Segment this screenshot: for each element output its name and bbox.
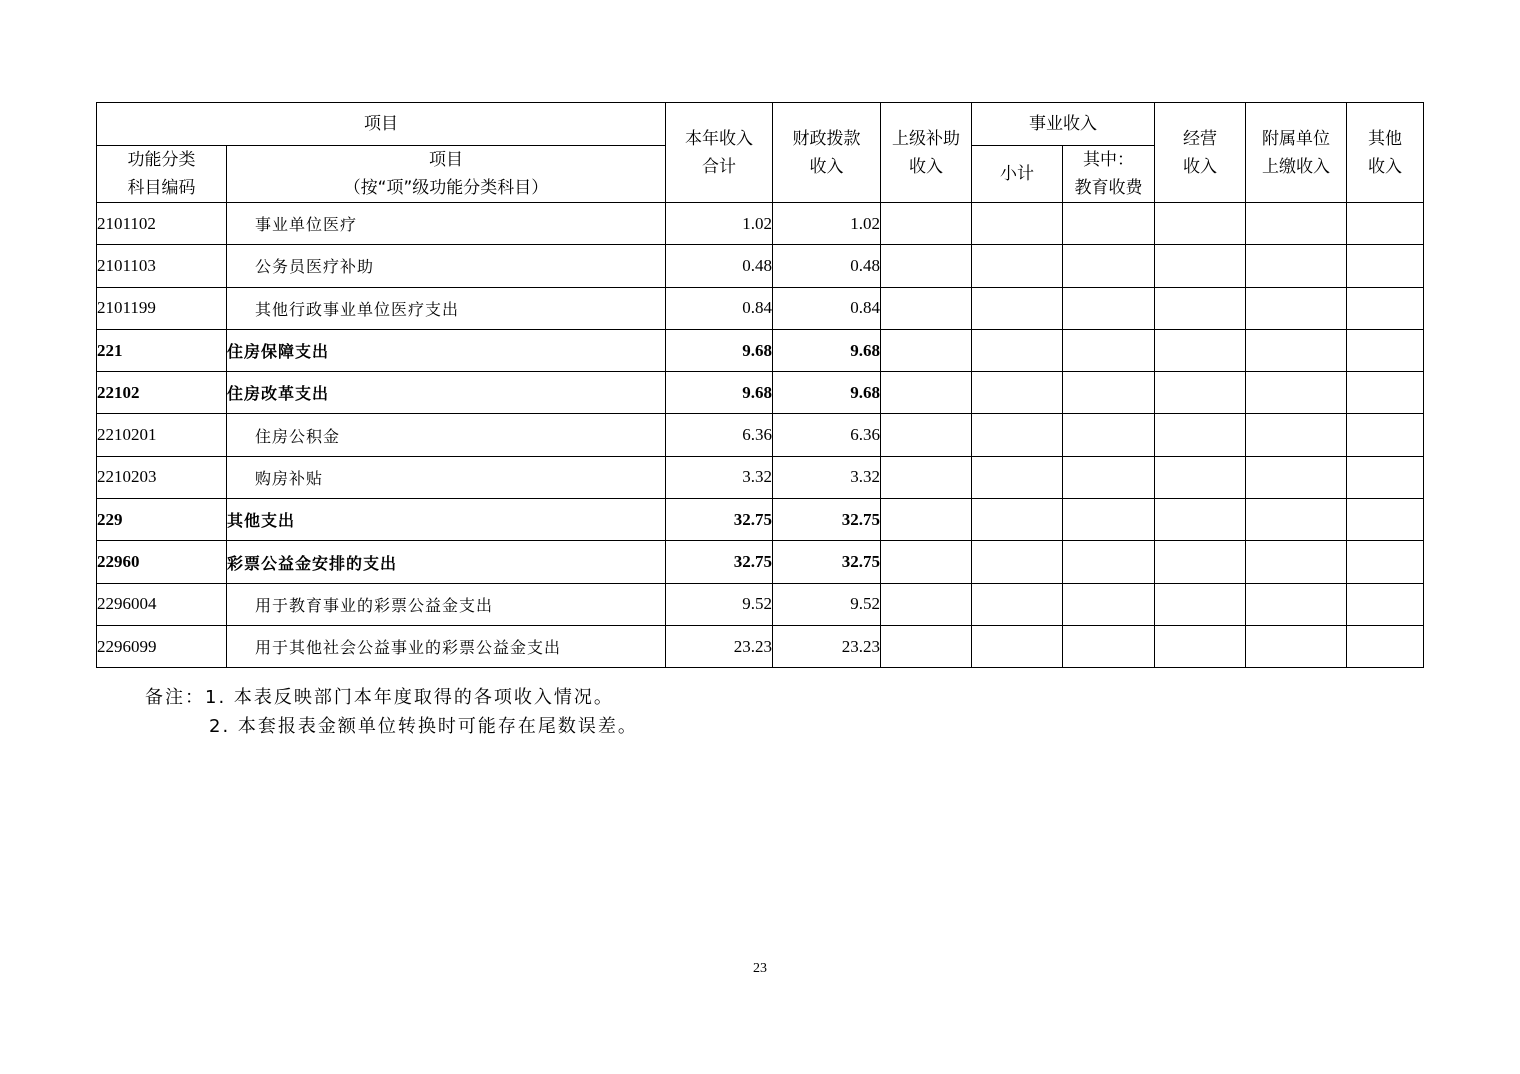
row-fiscal: 0.48 [773,245,881,287]
empty-cell [1063,245,1155,287]
header-subtotal: 小计 [972,146,1063,203]
row-code: 2210201 [97,414,227,456]
row-name: 其他支出 [227,499,666,541]
empty-cell [972,414,1063,456]
table-row [97,625,1424,667]
row-fiscal: 32.75 [773,499,881,541]
row-fiscal: 1.02 [773,203,881,245]
row-total: 9.68 [666,372,773,414]
header-superior: 上级补助 收入 [881,103,972,203]
row-name: 住房保障支出 [227,329,666,371]
row-name: 购房补贴 [227,456,666,498]
row-total: 32.75 [666,499,773,541]
empty-cell [1246,414,1347,456]
empty-cell [972,456,1063,498]
empty-cell [1246,499,1347,541]
empty-cell [1347,625,1424,667]
empty-cell [1155,414,1246,456]
row-code: 22102 [97,372,227,414]
page-number: 23 [753,961,767,976]
notes [145,683,638,741]
row-code: 2101103 [97,245,227,287]
empty-cell [972,203,1063,245]
table-row [97,456,1424,498]
table-row [97,203,1424,245]
empty-cell [1063,414,1155,456]
row-fiscal: 0.84 [773,287,881,329]
table-row [97,245,1424,287]
empty-cell [1347,583,1424,625]
empty-cell [1347,329,1424,371]
empty-cell [1347,456,1424,498]
row-total: 0.84 [666,287,773,329]
row-code: 2101102 [97,203,227,245]
row-total: 3.32 [666,456,773,498]
table-row [97,329,1424,371]
empty-cell [881,329,972,371]
header-fiscal: 财政拨款 收入 [773,103,881,203]
empty-cell [1155,499,1246,541]
row-fiscal: 3.32 [773,456,881,498]
row-total: 32.75 [666,541,773,583]
revenue-table [96,102,1424,668]
empty-cell [1063,203,1155,245]
header-total: 本年收入 合计 [666,103,773,203]
row-fiscal: 9.68 [773,372,881,414]
empty-cell [1155,329,1246,371]
empty-cell [1063,372,1155,414]
header-business: 事业收入 [972,103,1155,146]
empty-cell [881,456,972,498]
row-fiscal: 6.36 [773,414,881,456]
header-affiliated: 附属单位 上缴收入 [1246,103,1347,203]
row-total: 23.23 [666,625,773,667]
empty-cell [1347,499,1424,541]
empty-cell [881,499,972,541]
empty-cell [1155,625,1246,667]
empty-cell [1155,203,1246,245]
empty-cell [1063,499,1155,541]
header-item: 项目 [97,103,666,146]
row-code: 221 [97,329,227,371]
empty-cell [1155,287,1246,329]
empty-cell [1246,541,1347,583]
empty-cell [1246,329,1347,371]
row-code: 2296099 [97,625,227,667]
empty-cell [1155,541,1246,583]
empty-cell [972,541,1063,583]
header-other: 其他 收入 [1347,103,1424,203]
empty-cell [972,287,1063,329]
row-fiscal: 9.52 [773,583,881,625]
empty-cell [1155,245,1246,287]
row-total: 6.36 [666,414,773,456]
empty-cell [972,625,1063,667]
empty-cell [1246,203,1347,245]
empty-cell [881,625,972,667]
row-fiscal: 23.23 [773,625,881,667]
empty-cell [1063,541,1155,583]
header-func-code: 功能分类 科目编码 [97,146,227,203]
empty-cell [1246,372,1347,414]
empty-cell [1155,372,1246,414]
empty-cell [1347,245,1424,287]
header-item-name: 项目 （按“项”级功能分类科目） [227,146,666,203]
row-name: 其他行政事业单位医疗支出 [227,287,666,329]
row-name: 事业单位医疗 [227,203,666,245]
row-name: 住房改革支出 [227,372,666,414]
empty-cell [972,583,1063,625]
empty-cell [972,245,1063,287]
row-code: 2101199 [97,287,227,329]
row-name: 彩票公益金安排的支出 [227,541,666,583]
empty-cell [1063,625,1155,667]
table-row [97,499,1424,541]
row-code: 2210203 [97,456,227,498]
empty-cell [881,414,972,456]
empty-cell [881,372,972,414]
empty-cell [972,329,1063,371]
row-name: 住房公积金 [227,414,666,456]
table-row [97,583,1424,625]
header-edu-fee: 其中： 教育收费 [1063,146,1155,203]
row-total: 9.68 [666,329,773,371]
empty-cell [881,245,972,287]
row-code: 22960 [97,541,227,583]
empty-cell [1246,287,1347,329]
empty-cell [1246,456,1347,498]
empty-cell [1347,414,1424,456]
empty-cell [1347,203,1424,245]
empty-cell [1246,245,1347,287]
empty-cell [972,372,1063,414]
empty-cell [1063,583,1155,625]
row-total: 0.48 [666,245,773,287]
empty-cell [1155,583,1246,625]
table-row [97,372,1424,414]
empty-cell [1063,287,1155,329]
note-line-1: 备注：1. 本表反映部门本年度取得的各项收入情况。 [145,687,614,708]
empty-cell [881,203,972,245]
empty-cell [1155,456,1246,498]
empty-cell [881,583,972,625]
row-code: 229 [97,499,227,541]
empty-cell [1246,625,1347,667]
empty-cell [881,287,972,329]
empty-cell [1347,287,1424,329]
note-line-2: 2. 本套报表金额单位转换时可能存在尾数误差。 [209,716,638,737]
table-row [97,287,1424,329]
row-code: 2296004 [97,583,227,625]
row-fiscal: 32.75 [773,541,881,583]
row-total: 1.02 [666,203,773,245]
empty-cell [881,541,972,583]
table-row [97,541,1424,583]
row-name: 用于教育事业的彩票公益金支出 [227,583,666,625]
row-name: 公务员医疗补助 [227,245,666,287]
empty-cell [1063,456,1155,498]
row-total: 9.52 [666,583,773,625]
header-operating: 经营 收入 [1155,103,1246,203]
table-row [97,414,1424,456]
empty-cell [1347,541,1424,583]
row-name: 用于其他社会公益事业的彩票公益金支出 [227,625,666,667]
empty-cell [1063,329,1155,371]
empty-cell [972,499,1063,541]
empty-cell [1246,583,1347,625]
empty-cell [1347,372,1424,414]
row-fiscal: 9.68 [773,329,881,371]
